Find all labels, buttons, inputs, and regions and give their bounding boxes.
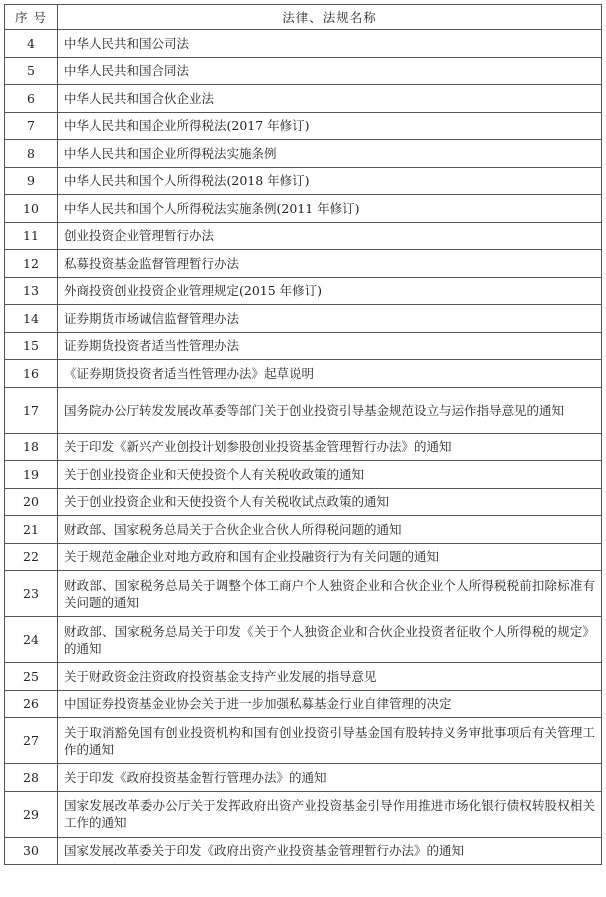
table-row bbox=[5, 250, 602, 278]
table-row bbox=[5, 332, 602, 360]
law-name: 关于印发《新兴产业创投计划参股创业投资基金管理暂行办法》的通知 bbox=[58, 433, 602, 461]
table-row bbox=[5, 837, 602, 865]
law-name: 中华人民共和国个人所得税法实施条例(2011 年修订) bbox=[58, 195, 602, 223]
row-number: 22 bbox=[5, 543, 58, 571]
row-number: 11 bbox=[5, 222, 58, 250]
row-number: 21 bbox=[5, 516, 58, 544]
table-row bbox=[5, 764, 602, 792]
table-row bbox=[5, 30, 602, 58]
law-name: 关于取消豁免国有创业投资机构和国有创业投资引导基金国有股转持义务审批事项后有关管理工作的通知 bbox=[58, 718, 602, 764]
law-name: 中华人民共和国个人所得税法(2018 年修订) bbox=[58, 167, 602, 195]
row-number: 10 bbox=[5, 195, 58, 223]
table-row bbox=[5, 433, 602, 461]
row-number: 13 bbox=[5, 277, 58, 305]
header-law-name: 法律、法规名称 bbox=[58, 5, 602, 30]
row-number: 19 bbox=[5, 461, 58, 489]
row-number: 20 bbox=[5, 488, 58, 516]
law-name: 财政部、国家税务总局关于印发《关于个人独资企业和合伙企业投资者征收个人所得税的规定》的通知 bbox=[58, 617, 602, 663]
law-name: 财政部、国家税务总局关于合伙企业合伙人所得税问题的通知 bbox=[58, 516, 602, 544]
law-name: 关于印发《政府投资基金暂行管理办法》的通知 bbox=[58, 764, 602, 792]
row-number: 4 bbox=[5, 30, 58, 58]
table-row bbox=[5, 167, 602, 195]
law-name: 关于规范金融企业对地方政府和国有企业投融资行为有关问题的通知 bbox=[58, 543, 602, 571]
row-number: 29 bbox=[5, 791, 58, 837]
law-name: 中华人民共和国合伙企业法 bbox=[58, 85, 602, 113]
table-row bbox=[5, 617, 602, 663]
law-name: 证券期货投资者适当性管理办法 bbox=[58, 332, 602, 360]
table-row bbox=[5, 85, 602, 113]
row-number: 23 bbox=[5, 571, 58, 617]
table-row bbox=[5, 305, 602, 333]
row-number: 6 bbox=[5, 85, 58, 113]
table-row bbox=[5, 195, 602, 223]
row-number: 7 bbox=[5, 112, 58, 140]
row-number: 17 bbox=[5, 387, 58, 433]
row-number: 27 bbox=[5, 718, 58, 764]
table-body bbox=[5, 30, 602, 865]
table-row bbox=[5, 690, 602, 718]
table-row bbox=[5, 663, 602, 691]
header-serial-number: 序 号 bbox=[5, 5, 58, 30]
row-number: 5 bbox=[5, 57, 58, 85]
row-number: 8 bbox=[5, 140, 58, 168]
laws-table bbox=[4, 4, 602, 865]
table-row bbox=[5, 543, 602, 571]
table-row bbox=[5, 516, 602, 544]
row-number: 15 bbox=[5, 332, 58, 360]
law-name: 中华人民共和国企业所得税法实施条例 bbox=[58, 140, 602, 168]
table-row bbox=[5, 461, 602, 489]
law-name: 《证券期货投资者适当性管理办法》起草说明 bbox=[58, 360, 602, 388]
law-name: 证券期货市场诚信监督管理办法 bbox=[58, 305, 602, 333]
table-row bbox=[5, 360, 602, 388]
row-number: 14 bbox=[5, 305, 58, 333]
law-name: 中华人民共和国公司法 bbox=[58, 30, 602, 58]
law-name: 中华人民共和国企业所得税法(2017 年修订) bbox=[58, 112, 602, 140]
law-name: 财政部、国家税务总局关于调整个体工商户个人独资企业和合伙企业个人所得税税前扣除标准有关问题的通知 bbox=[58, 571, 602, 617]
law-name: 私募投资基金监督管理暂行办法 bbox=[58, 250, 602, 278]
law-name: 国家发展改革委办公厅关于发挥政府出资产业投资基金引导作用推进市场化银行债权转股权相关工作的通知 bbox=[58, 791, 602, 837]
row-number: 24 bbox=[5, 617, 58, 663]
law-name: 关于创业投资企业和天使投资个人有关税收试点政策的通知 bbox=[58, 488, 602, 516]
row-number: 9 bbox=[5, 167, 58, 195]
header-row bbox=[5, 5, 602, 30]
law-name: 外商投资创业投资企业管理规定(2015 年修订) bbox=[58, 277, 602, 305]
row-number: 28 bbox=[5, 764, 58, 792]
table-row bbox=[5, 57, 602, 85]
table-row bbox=[5, 571, 602, 617]
table-row bbox=[5, 387, 602, 433]
row-number: 30 bbox=[5, 837, 58, 865]
table-row bbox=[5, 140, 602, 168]
table-row bbox=[5, 222, 602, 250]
law-name: 国家发展改革委关于印发《政府出资产业投资基金管理暂行办法》的通知 bbox=[58, 837, 602, 865]
law-name: 关于财政资金注资政府投资基金支持产业发展的指导意见 bbox=[58, 663, 602, 691]
table-row bbox=[5, 791, 602, 837]
table-row bbox=[5, 277, 602, 305]
row-number: 25 bbox=[5, 663, 58, 691]
law-name: 国务院办公厅转发发展改革委等部门关于创业投资引导基金规范设立与运作指导意见的通知 bbox=[58, 387, 602, 433]
table-row bbox=[5, 488, 602, 516]
law-name: 中华人民共和国合同法 bbox=[58, 57, 602, 85]
row-number: 26 bbox=[5, 690, 58, 718]
law-name: 创业投资企业管理暂行办法 bbox=[58, 222, 602, 250]
row-number: 16 bbox=[5, 360, 58, 388]
law-name: 关于创业投资企业和天使投资个人有关税收政策的通知 bbox=[58, 461, 602, 489]
row-number: 18 bbox=[5, 433, 58, 461]
row-number: 12 bbox=[5, 250, 58, 278]
law-name: 中国证券投资基金业协会关于进一步加强私募基金行业自律管理的决定 bbox=[58, 690, 602, 718]
table-row bbox=[5, 718, 602, 764]
table-row bbox=[5, 112, 602, 140]
